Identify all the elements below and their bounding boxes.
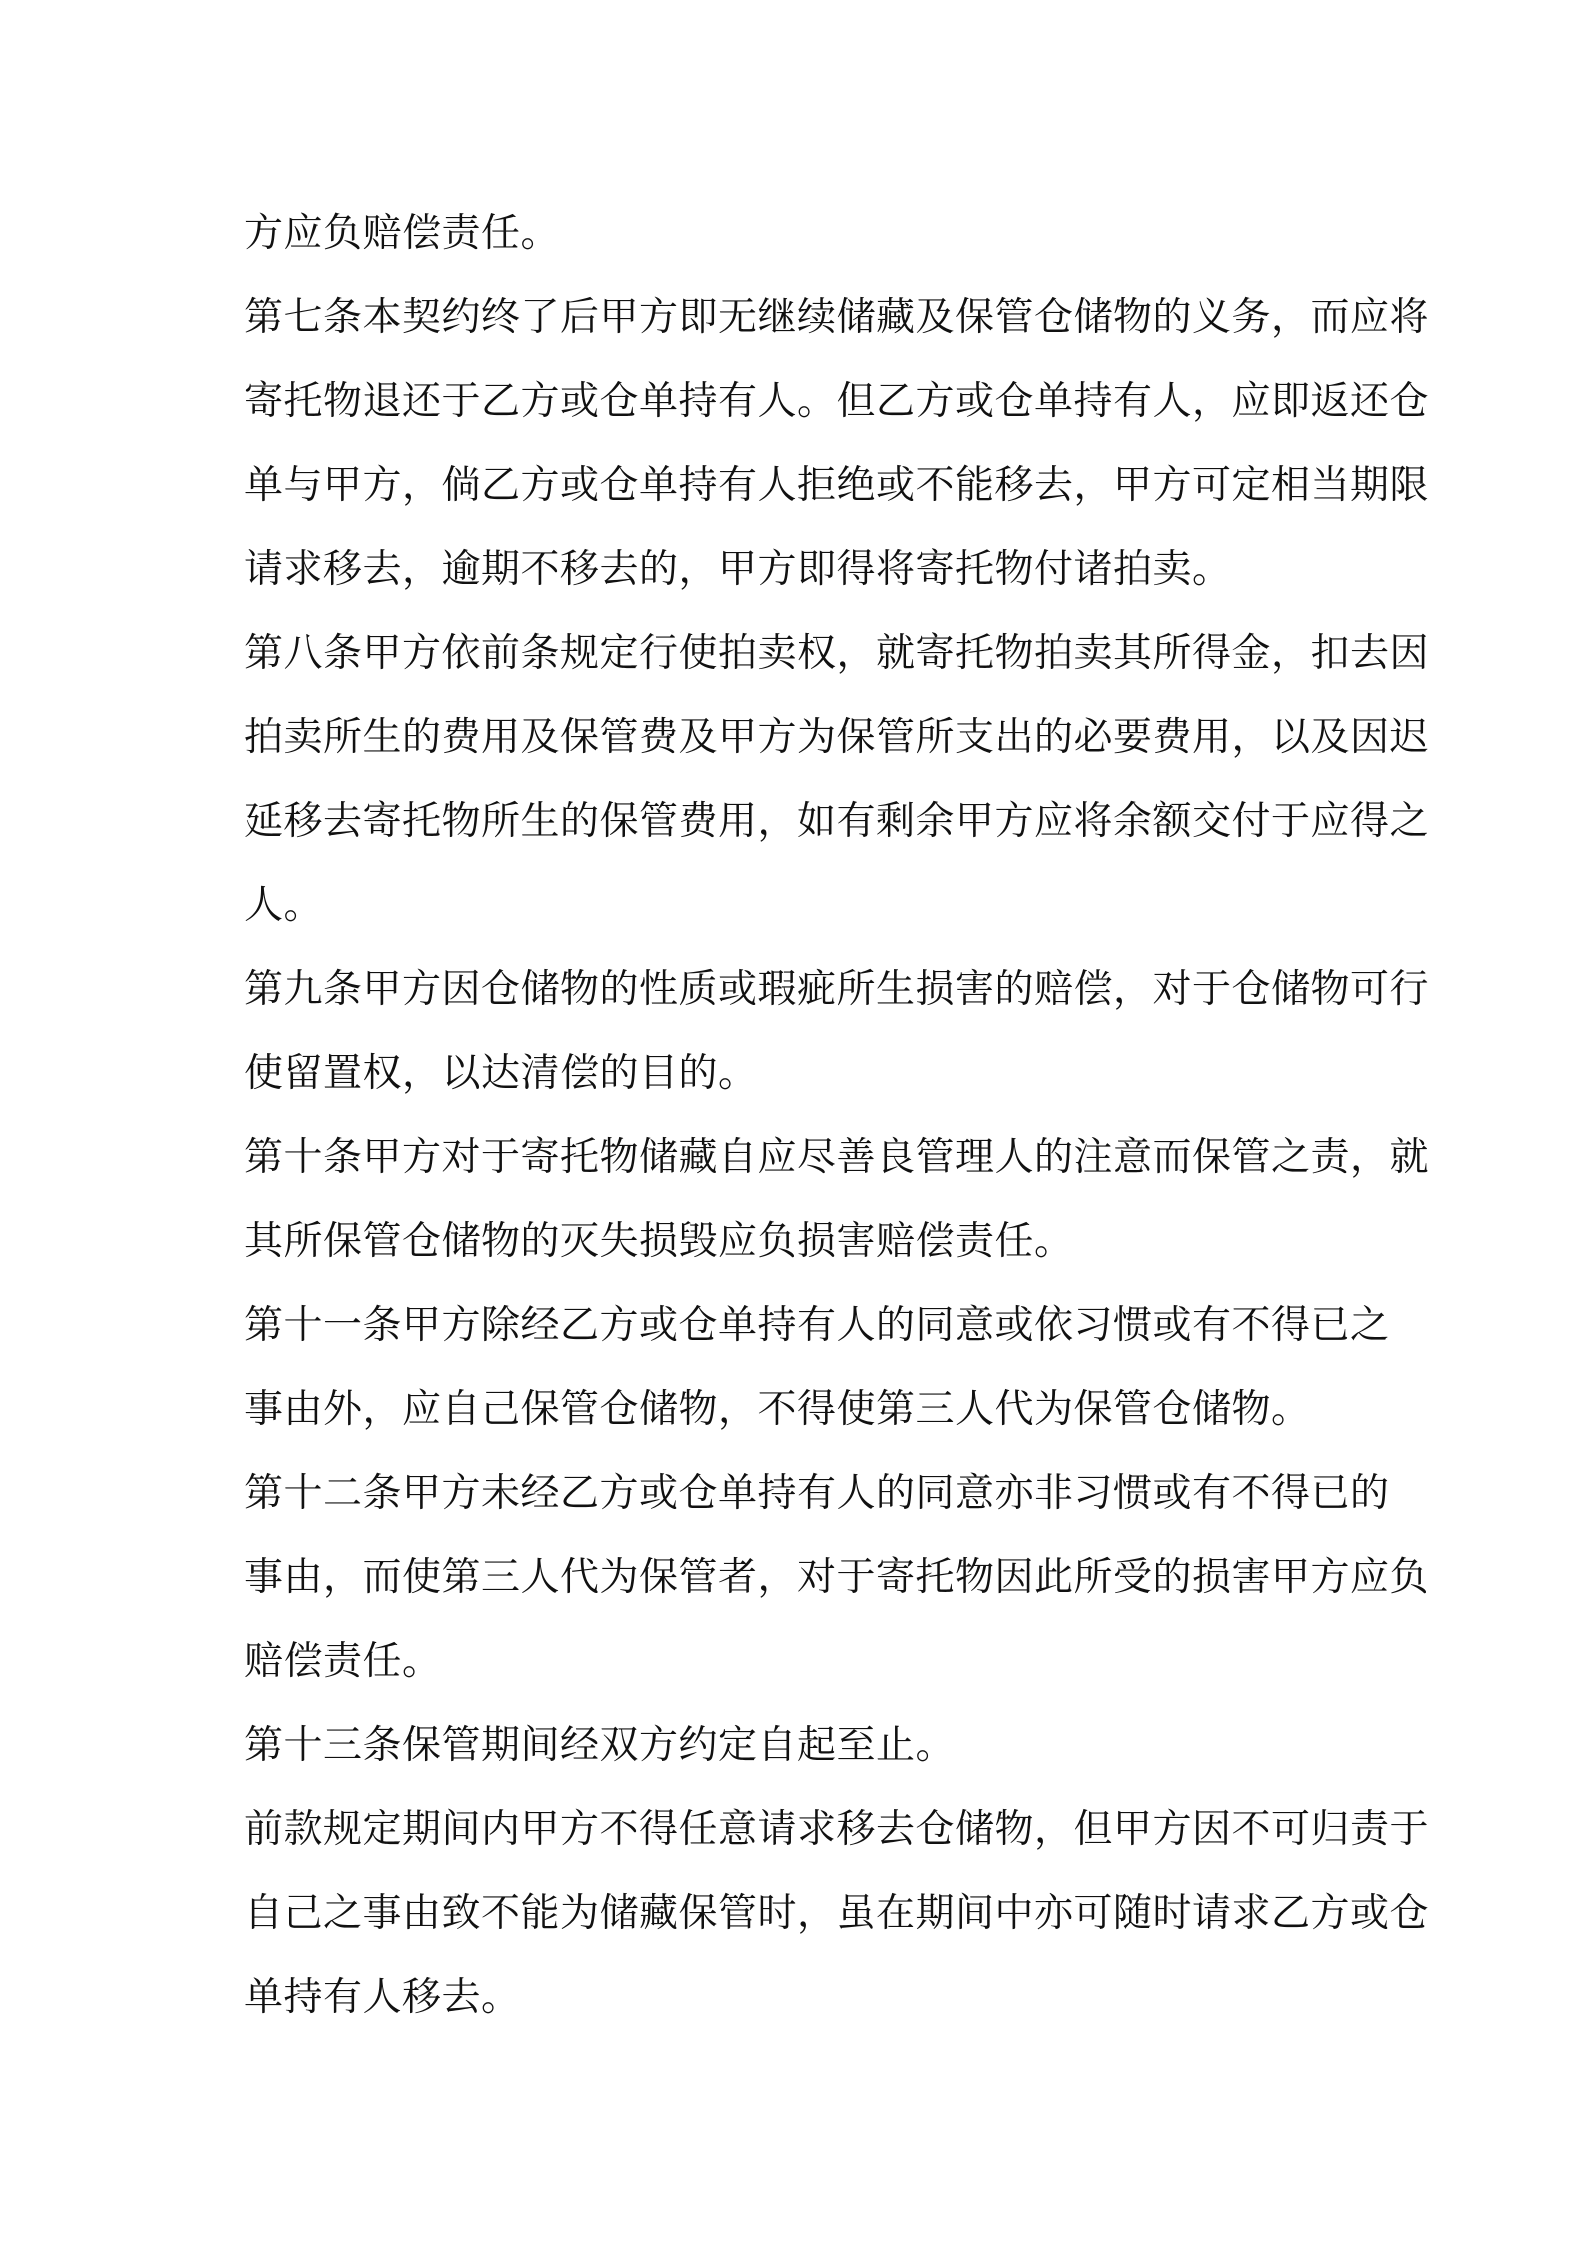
text-line: 其所保管仓储物的灭失损毁应负损害赔偿责任。 (244, 1219, 1074, 1264)
text-line: 延移去寄托物所生的保管费用，如有剩余甲方应将余额交付于应得之 (244, 799, 1430, 844)
text-line: 赔偿责任。 (244, 1639, 442, 1684)
text-line: 方应负赔偿责任。 (244, 211, 561, 256)
text-line: 寄托物退还于乙方或仓单持有人。但乙方或仓单持有人，应即返还仓 (244, 379, 1430, 424)
text-line: 单与甲方，倘乙方或仓单持有人拒绝或不能移去，甲方可定相当期限 (244, 463, 1430, 508)
text-line: 第九条甲方因仓储物的性质或瑕疵所生损害的赔偿，对于仓储物可行 (244, 967, 1430, 1012)
text-line: 第十一条甲方除经乙方或仓单持有人的同意或依习惯或有不得已之 (244, 1303, 1390, 1348)
document-body (244, 192, 1430, 2040)
text-line: 请求移去，逾期不移去的，甲方即得将寄托物付诸拍卖。 (244, 547, 1232, 592)
text-line: 人。 (244, 883, 324, 928)
text-line: 事由外，应自己保管仓储物，不得使第三人代为保管仓储物。 (244, 1387, 1311, 1432)
text-line: 自己之事由致不能为储藏保管时，虽在期间中亦可随时请求乙方或仓 (244, 1891, 1430, 1936)
text-line: 第十条甲方对于寄托物储藏自应尽善良管理人的注意而保管之责，就 (244, 1135, 1430, 1180)
text-line: 事由，而使第三人代为保管者，对于寄托物因此所受的损害甲方应负 (244, 1555, 1430, 1600)
text-line: 第十三条保管期间经双方约定自起至止。 (244, 1723, 956, 1768)
text-line: 拍卖所生的费用及保管费及甲方为保管所支出的必要费用，以及因迟 (244, 715, 1430, 760)
text-line: 第八条甲方依前条规定行使拍卖权，就寄托物拍卖其所得金，扣去因 (244, 631, 1430, 676)
text-line: 第十二条甲方未经乙方或仓单持有人的同意亦非习惯或有不得已的 (244, 1471, 1390, 1516)
text-line: 第七条本契约终了后甲方即无继续储藏及保管仓储物的义务，而应将 (244, 295, 1430, 340)
text-line: 前款规定期间内甲方不得任意请求移去仓储物，但甲方因不可归责于 (244, 1807, 1430, 1852)
text-line: 单持有人移去。 (244, 1975, 521, 2020)
text-line: 使留置权，以达清偿的目的。 (244, 1051, 758, 1096)
